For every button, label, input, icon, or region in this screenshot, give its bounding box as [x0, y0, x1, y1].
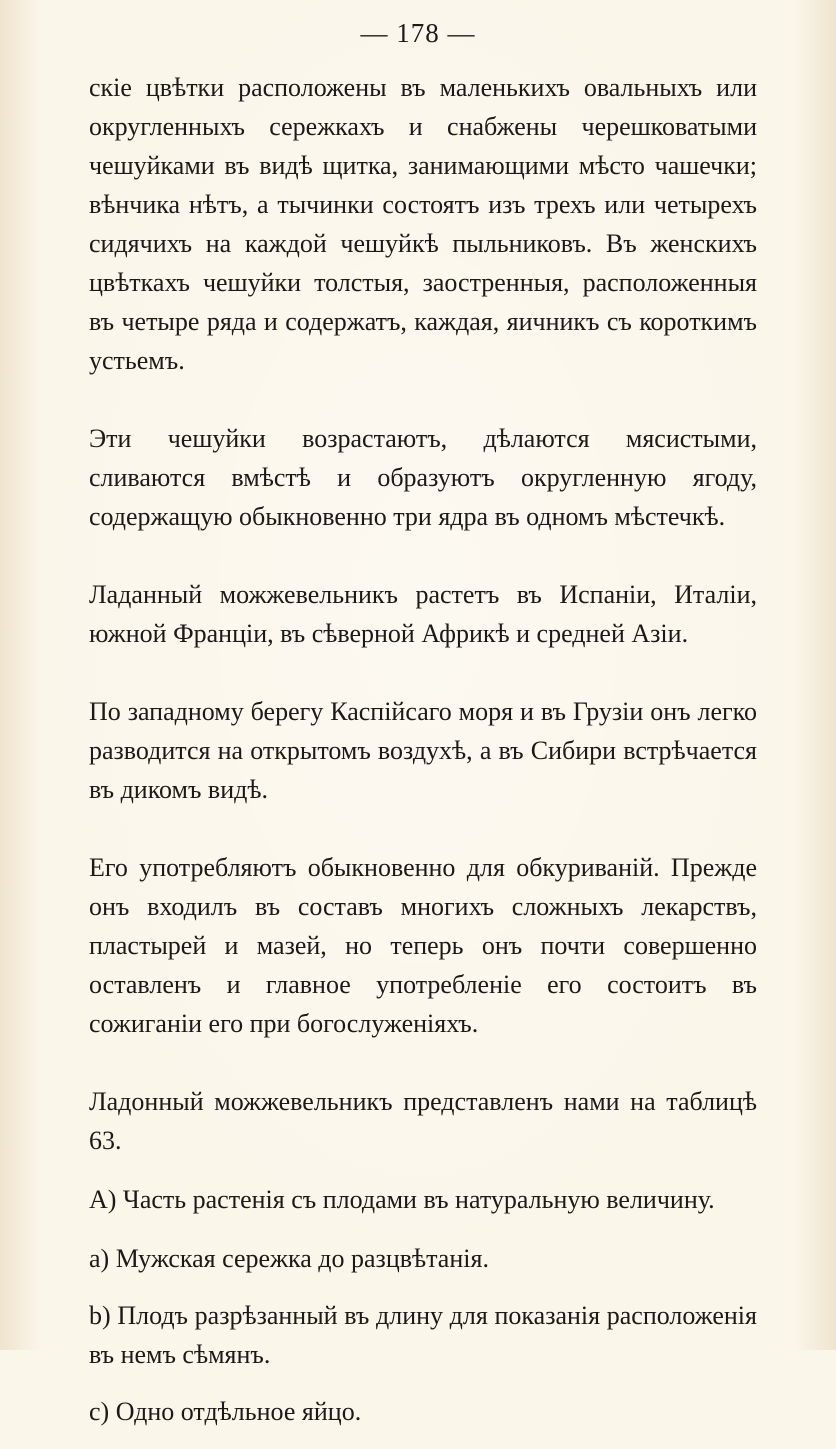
- body-text: [89, 68, 757, 1449]
- page-number: — 178 —: [360, 18, 476, 48]
- figure-item-a: a) Мужская сережка до разцвѣтанія.: [89, 1244, 489, 1273]
- figure-item-a-capital: А) Часть растенія съ плодами въ натуральную величину.: [89, 1185, 715, 1214]
- paragraph-3: Ладанный можжевельникъ растетъ въ Испаніи, Италіи, южной Франціи, въ сѣверной Африкѣ и средней Азіи.: [89, 580, 757, 648]
- figure-item-c: c) Одно отдѣльное яйцо.: [89, 1397, 362, 1426]
- paragraph-6: Ладонный можжевельникъ представленъ нами на таблицѣ 63.: [89, 1087, 757, 1155]
- paragraph-1: скіе цвѣтки расположены въ маленькихъ овальныхъ или округленныхъ сережкахъ и снабжены черешковатыми чешуйками въ видѣ щитка, занимающими мѣсто чашечки; вѣнчика нѣтъ, а тычинки состоятъ изъ трехъ или четырехъ сидячихъ на каждой чешуйкѣ пыльниковъ. Въ женскихъ цвѣткахъ чешуйки толстыя, заостренныя, расположенныя въ четыре ряда и содержатъ, каждая, яичникъ съ короткимъ устьемъ.: [89, 73, 757, 375]
- paragraph-2: Эти чешуйки возрастаютъ, дѣлаются мясистыми, сливаются вмѣстѣ и образуютъ округленную ягоду, содержащую обыкновенно три ядра въ одномъ мѣстечкѣ.: [89, 424, 757, 531]
- paragraph-4: По западному берегу Каспійсаго моря и въ Грузіи онъ легко разводится на открытомъ воздухѣ, а въ Сибири встрѣчается въ дикомъ видѣ.: [89, 697, 757, 804]
- figure-item-b: b) Плодъ разрѣзанный въ длину для показанія расположенія въ немъ сѣмянъ.: [89, 1301, 757, 1369]
- paragraph-5: Его употребляютъ обыкновенно для обкуриваній. Прежде онъ входилъ въ составъ многихъ сложныхъ лекарствъ, пластырей и мазей, но теперь онъ почти совершенно оставленъ и главное употребленіе его состоитъ въ сожиганіи его при богослуженіяхъ.: [89, 853, 757, 1038]
